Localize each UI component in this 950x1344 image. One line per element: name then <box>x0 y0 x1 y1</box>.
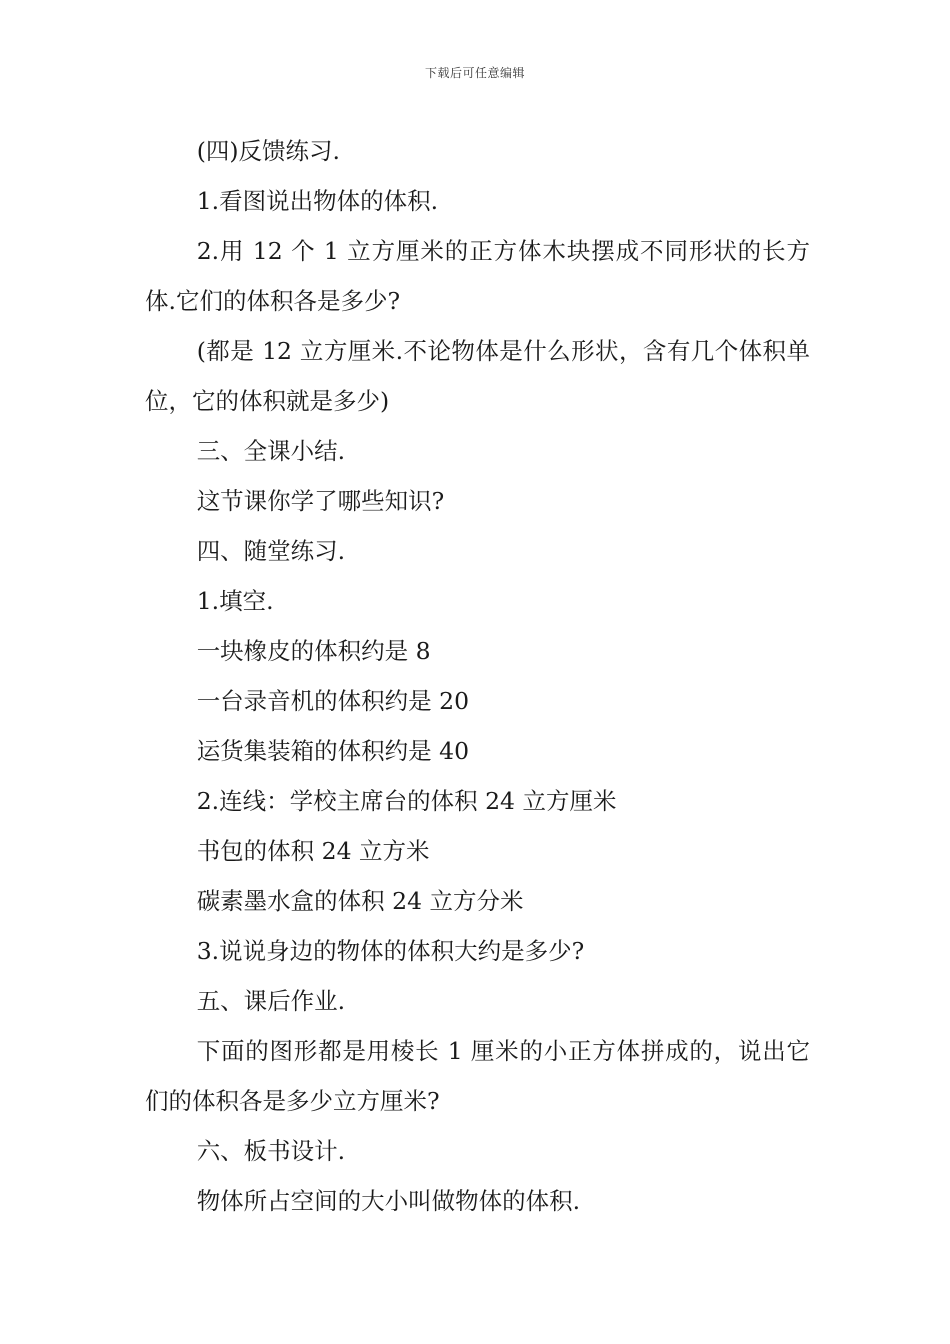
fill-blank-line: 运货集装箱的体积约是 40 <box>196 737 470 765</box>
fill-blank-line: 一台录音机的体积约是 20 <box>196 687 470 715</box>
fill-blank-line: 一块橡皮的体积约是 8 <box>196 637 431 665</box>
board-design-text: 物体所占空间的大小叫做物体的体积. <box>196 1187 581 1215</box>
exercise-item-1: 1.看图说出物体的体积. <box>196 187 439 215</box>
matching-line: 书包的体积 24 立方米 <box>196 837 430 865</box>
summary-question: 这节课你学了哪些知识? <box>196 487 445 515</box>
section-heading-feedback-practice: (四)反馈练习. <box>196 137 340 165</box>
exercise-item-2: 2.用 12 个 1 立方厘米的正方体木块摆成不同形状的长方体.它们的体积各是多少? <box>145 237 810 315</box>
exercise-answer-note: (都是 12 立方厘米.不论物体是什么形状，含有几个体积单位，它的体积就是多少) <box>145 337 810 415</box>
matching-line: 2.连线：学校主席台的体积 24 立方厘米 <box>196 787 617 815</box>
matching-line: 碳素墨水盒的体积 24 立方分米 <box>196 887 524 915</box>
page-header: 下载后可任意编辑 <box>424 66 525 80</box>
section-heading-board-design: 六、板书设计. <box>196 1137 346 1165</box>
section-heading-class-practice: 四、随堂练习. <box>196 537 346 565</box>
section-heading-summary: 三、全课小结. <box>196 437 346 465</box>
homework-text: 下面的图形都是用棱长 1 厘米的小正方体拼成的，说出它们的体积各是多少立方厘米? <box>145 1037 810 1115</box>
discussion-question: 3.说说身边的物体的体积大约是多少? <box>196 937 585 965</box>
fill-blank-heading: 1.填空. <box>196 587 274 615</box>
section-heading-homework: 五、课后作业. <box>196 987 346 1015</box>
document-body <box>145 126 810 1226</box>
